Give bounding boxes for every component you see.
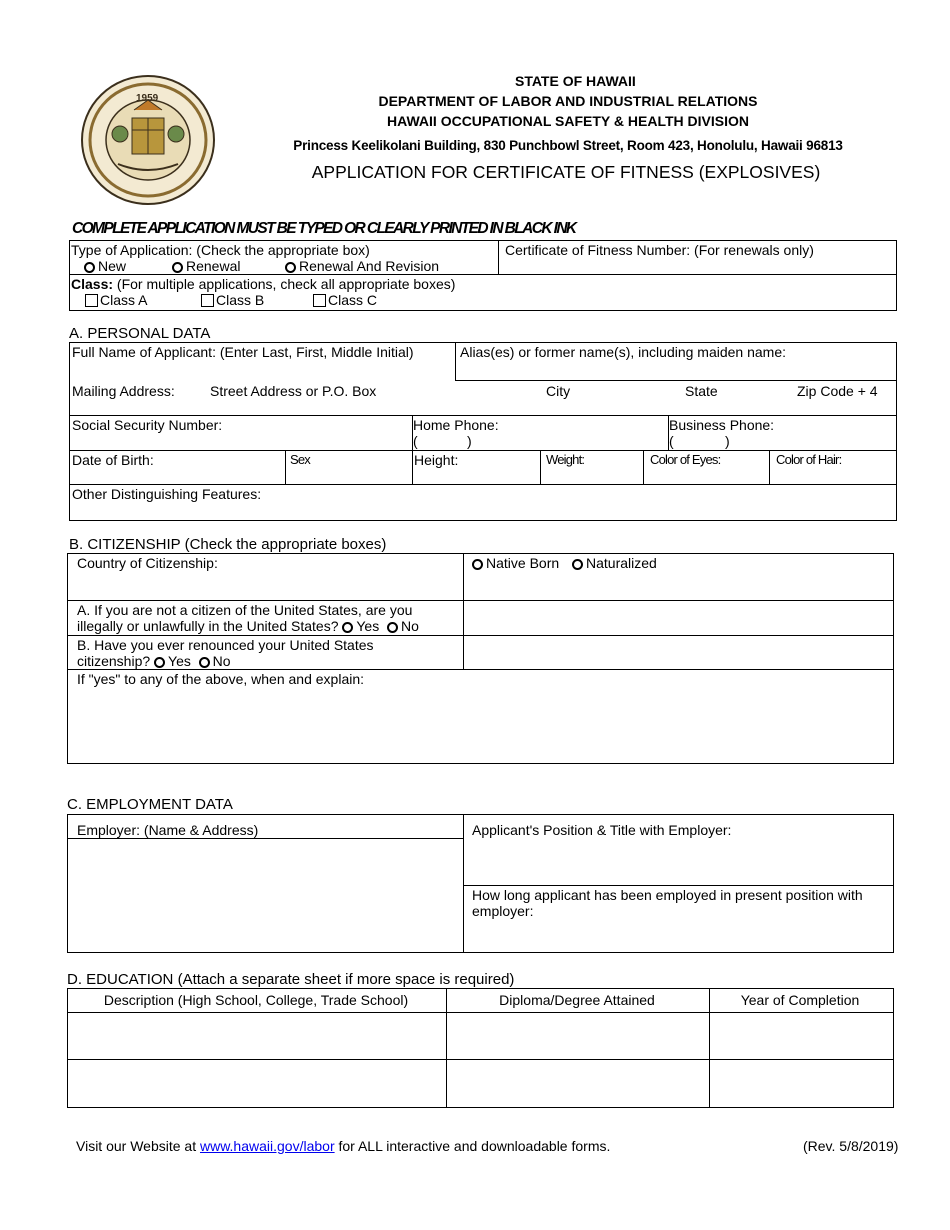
dob-label: Date of Birth: bbox=[72, 452, 154, 468]
office-address: Princess Keelikolani Building, 830 Punchbowl Street, Room 423, Honolulu, Hawaii 96813 bbox=[293, 138, 843, 153]
cert-number-label: Certificate of Fitness Number: (For renewals only) bbox=[505, 242, 814, 258]
radio-icon bbox=[199, 657, 210, 668]
labor-website-link[interactable]: www.hawaii.gov/labor bbox=[199, 1138, 335, 1154]
class-a-checkbox[interactable]: Class A bbox=[85, 292, 147, 308]
radio-icon bbox=[387, 622, 398, 633]
seal-year: 1959 bbox=[136, 93, 159, 104]
radio-icon bbox=[154, 657, 165, 668]
question-b-line1: B. Have you ever renounced your United States bbox=[77, 637, 374, 653]
business-phone-paren-close: ) bbox=[725, 433, 730, 449]
radio-icon bbox=[285, 262, 296, 273]
form-title: APPLICATION FOR CERTIFICATE OF FITNESS (EXPLOSIVES) bbox=[311, 162, 821, 182]
option-renewal-revision[interactable]: Renewal And Revision bbox=[285, 258, 439, 274]
business-phone-paren-open: ( bbox=[669, 433, 674, 449]
question-b-yes[interactable]: Yes bbox=[154, 653, 191, 669]
education-col-year: Year of Completion bbox=[740, 992, 860, 1008]
question-a-no[interactable]: No bbox=[387, 618, 419, 634]
duration-line1: How long applicant has been employed in present position with bbox=[472, 887, 863, 903]
option-renewal[interactable]: Renewal bbox=[172, 258, 240, 274]
zip-label: Zip Code + 4 bbox=[797, 383, 878, 399]
checkbox-icon bbox=[85, 294, 98, 307]
question-a-line2: illegally or unlawfully in the United States? Yes No bbox=[77, 618, 419, 634]
state-label: State bbox=[685, 383, 718, 399]
department-name: DEPARTMENT OF LABOR AND INDUSTRIAL RELATIONS bbox=[378, 93, 758, 109]
question-b-no[interactable]: No bbox=[199, 653, 231, 669]
state-name: STATE OF HAWAII bbox=[515, 73, 636, 89]
radio-icon bbox=[472, 559, 483, 570]
question-a-line1: A. If you are not a citizen of the United States, are you bbox=[77, 602, 413, 618]
class-label: Class: (For multiple applications, check all appropriate boxes) bbox=[71, 276, 456, 292]
explain-label: If "yes" to any of the above, when and explain: bbox=[77, 671, 365, 687]
option-new[interactable]: New bbox=[84, 258, 126, 274]
city-label: City bbox=[546, 383, 571, 399]
height-label: Height: bbox=[414, 452, 459, 468]
eyes-label: Color of Eyes: bbox=[650, 452, 721, 467]
checkbox-icon bbox=[313, 294, 326, 307]
hair-label: Color of Hair: bbox=[776, 452, 842, 467]
website-notice: Visit our Website at www.hawaii.gov/labor for ALL interactive and downloadable forms. bbox=[76, 1138, 611, 1154]
native-born-radio[interactable]: Native Born bbox=[472, 555, 559, 571]
business-phone-label: Business Phone: bbox=[669, 417, 775, 433]
ink-instruction: COMPLETE APPLICATION MUST BE TYPED OR CLEARLY PRINTED IN BLACK INK bbox=[72, 220, 576, 237]
sex-label: Sex bbox=[290, 452, 311, 467]
alias-label: Alias(es) or former name(s), including maiden name: bbox=[460, 344, 787, 360]
question-b-line2: citizenship? Yes No bbox=[77, 653, 231, 669]
features-label: Other Distinguishing Features: bbox=[72, 486, 262, 502]
question-a-yes[interactable]: Yes bbox=[342, 618, 379, 634]
ssn-label: Social Security Number: bbox=[72, 417, 223, 433]
application-type-label: Type of Application: (Check the appropriate box) bbox=[71, 242, 370, 258]
home-phone-paren-close: ) bbox=[467, 433, 472, 449]
education-heading: D. EDUCATION (Attach a separate sheet if more space is required) bbox=[67, 971, 515, 988]
radio-icon bbox=[84, 262, 95, 273]
revision-date: (Rev. 5/8/2019) bbox=[803, 1138, 899, 1154]
citizenship-heading: B. CITIZENSHIP (Check the appropriate boxes) bbox=[69, 536, 387, 553]
employer-label: Employer: (Name & Address) bbox=[77, 822, 259, 838]
home-phone-label: Home Phone: bbox=[413, 417, 499, 433]
radio-icon bbox=[572, 559, 583, 570]
state-seal bbox=[78, 72, 218, 208]
position-label: Applicant's Position & Title with Employer: bbox=[472, 822, 732, 838]
radio-icon bbox=[342, 622, 353, 633]
employment-heading: C. EMPLOYMENT DATA bbox=[67, 796, 233, 813]
naturalized-radio[interactable]: Naturalized bbox=[572, 555, 657, 571]
country-label: Country of Citizenship: bbox=[77, 555, 218, 571]
home-phone-paren-open: ( bbox=[413, 433, 418, 449]
full-name-label: Full Name of Applicant: (Enter Last, First, Middle Initial) bbox=[72, 344, 414, 360]
division-name: HAWAII OCCUPATIONAL SAFETY & HEALTH DIVISION bbox=[387, 113, 749, 129]
street-label: Street Address or P.O. Box bbox=[210, 383, 377, 399]
weight-label: Weight: bbox=[546, 452, 585, 467]
mailing-label: Mailing Address: bbox=[72, 383, 175, 399]
personal-data-heading: A. PERSONAL DATA bbox=[69, 325, 211, 342]
radio-icon bbox=[172, 262, 183, 273]
duration-line2: employer: bbox=[472, 903, 534, 919]
class-b-checkbox[interactable]: Class B bbox=[201, 292, 264, 308]
education-col-diploma: Diploma/Degree Attained bbox=[499, 992, 655, 1008]
education-col-description: Description (High School, College, Trade School) bbox=[103, 992, 409, 1008]
checkbox-icon bbox=[201, 294, 214, 307]
class-c-checkbox[interactable]: Class C bbox=[313, 292, 377, 308]
